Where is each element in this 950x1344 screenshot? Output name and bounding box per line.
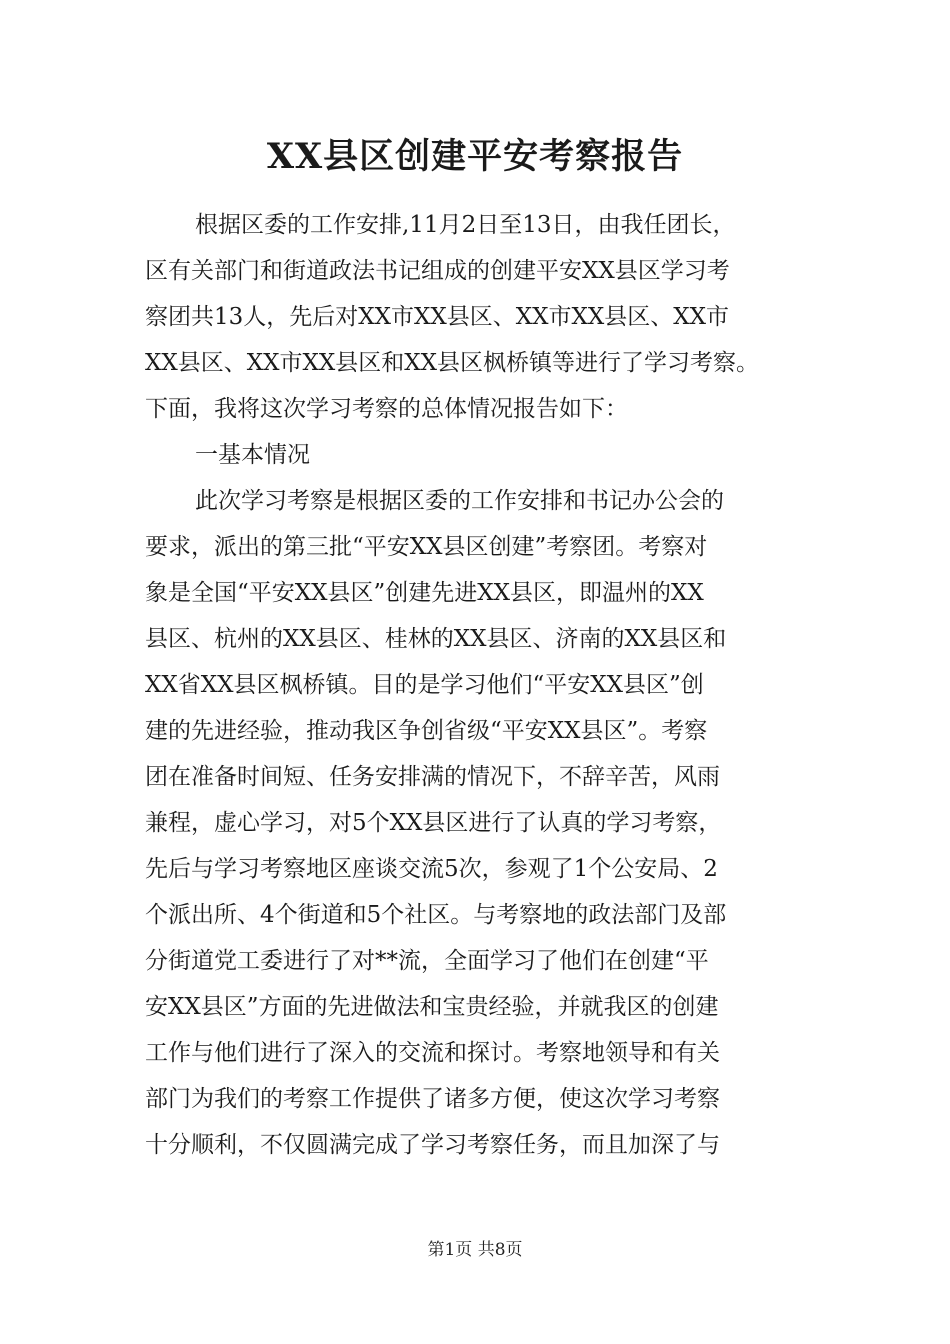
paragraph-line: 此次学习考察是根据区委的工作安排和书记办公会的 [195,488,724,514]
paragraph-line: 团在准备时间短、任务安排满的情况下，不辞辛苦，风雨 [145,764,720,790]
paragraph-line: 分街道党工委进行了对**流，全面学习了他们在创建“平 [145,948,709,974]
paragraph-line: 根据区委的工作安排,11月2日至13日，由我任团长， [195,212,736,238]
page-number-footer: 第1页 共8页 [427,1240,523,1260]
paragraph-line: 县区、杭州的XX县区、桂林的XX县区、济南的XX县区和 [145,626,727,652]
paragraph-line: 先后与学习考察地区座谈交流5次，参观了1个公安局、2 [145,856,718,882]
paragraph-line: 区有关部门和街道政法书记组成的创建平安XX县区学习考 [145,258,730,284]
paragraph-line: 十分顺利，不仅圆满完成了学习考察任务，而且加深了与 [145,1132,720,1158]
paragraph-line: 象是全国“平安XX县区”创建先进XX县区，即温州的XX [145,580,704,606]
paragraph-line: 兼程，虚心学习，对5个XX县区进行了认真的学习考察， [145,810,722,836]
paragraph-line: 部门为我们的考察工作提供了诸多方便，使这次学习考察 [145,1086,720,1112]
paragraph-line: 察团共13人，先后对XX市XX县区、XX市XX县区、XX市 [145,304,730,330]
document-title: XX县区创建平安考察报告 [266,136,684,177]
paragraph-line: XX省XX县区枫桥镇。目的是学习他们“平安XX县区”创 [145,672,704,698]
document-body [145,202,820,1168]
paragraph-line: 安XX县区”方面的先进做法和宝贵经验，并就我区的创建 [145,994,719,1020]
paragraph-line: 个派出所、4个街道和5个社区。与考察地的政法部门及部 [145,902,727,928]
paragraph-line: 下面，我将这次学习考察的总体情况报告如下： [145,396,628,422]
paragraph-line: 建的先进经验，推动我区争创省级“平安XX县区”。考察 [145,718,708,744]
section-heading: 一基本情况 [195,442,310,468]
paragraph-line: 工作与他们进行了深入的交流和探讨。考察地领导和有关 [145,1040,720,1066]
paragraph-line: 要求，派出的第三批“平安XX县区创建”考察团。考察对 [145,534,708,560]
paragraph-line: XX县区、XX市XX县区和XX县区枫桥镇等进行了学习考察。 [145,350,759,376]
